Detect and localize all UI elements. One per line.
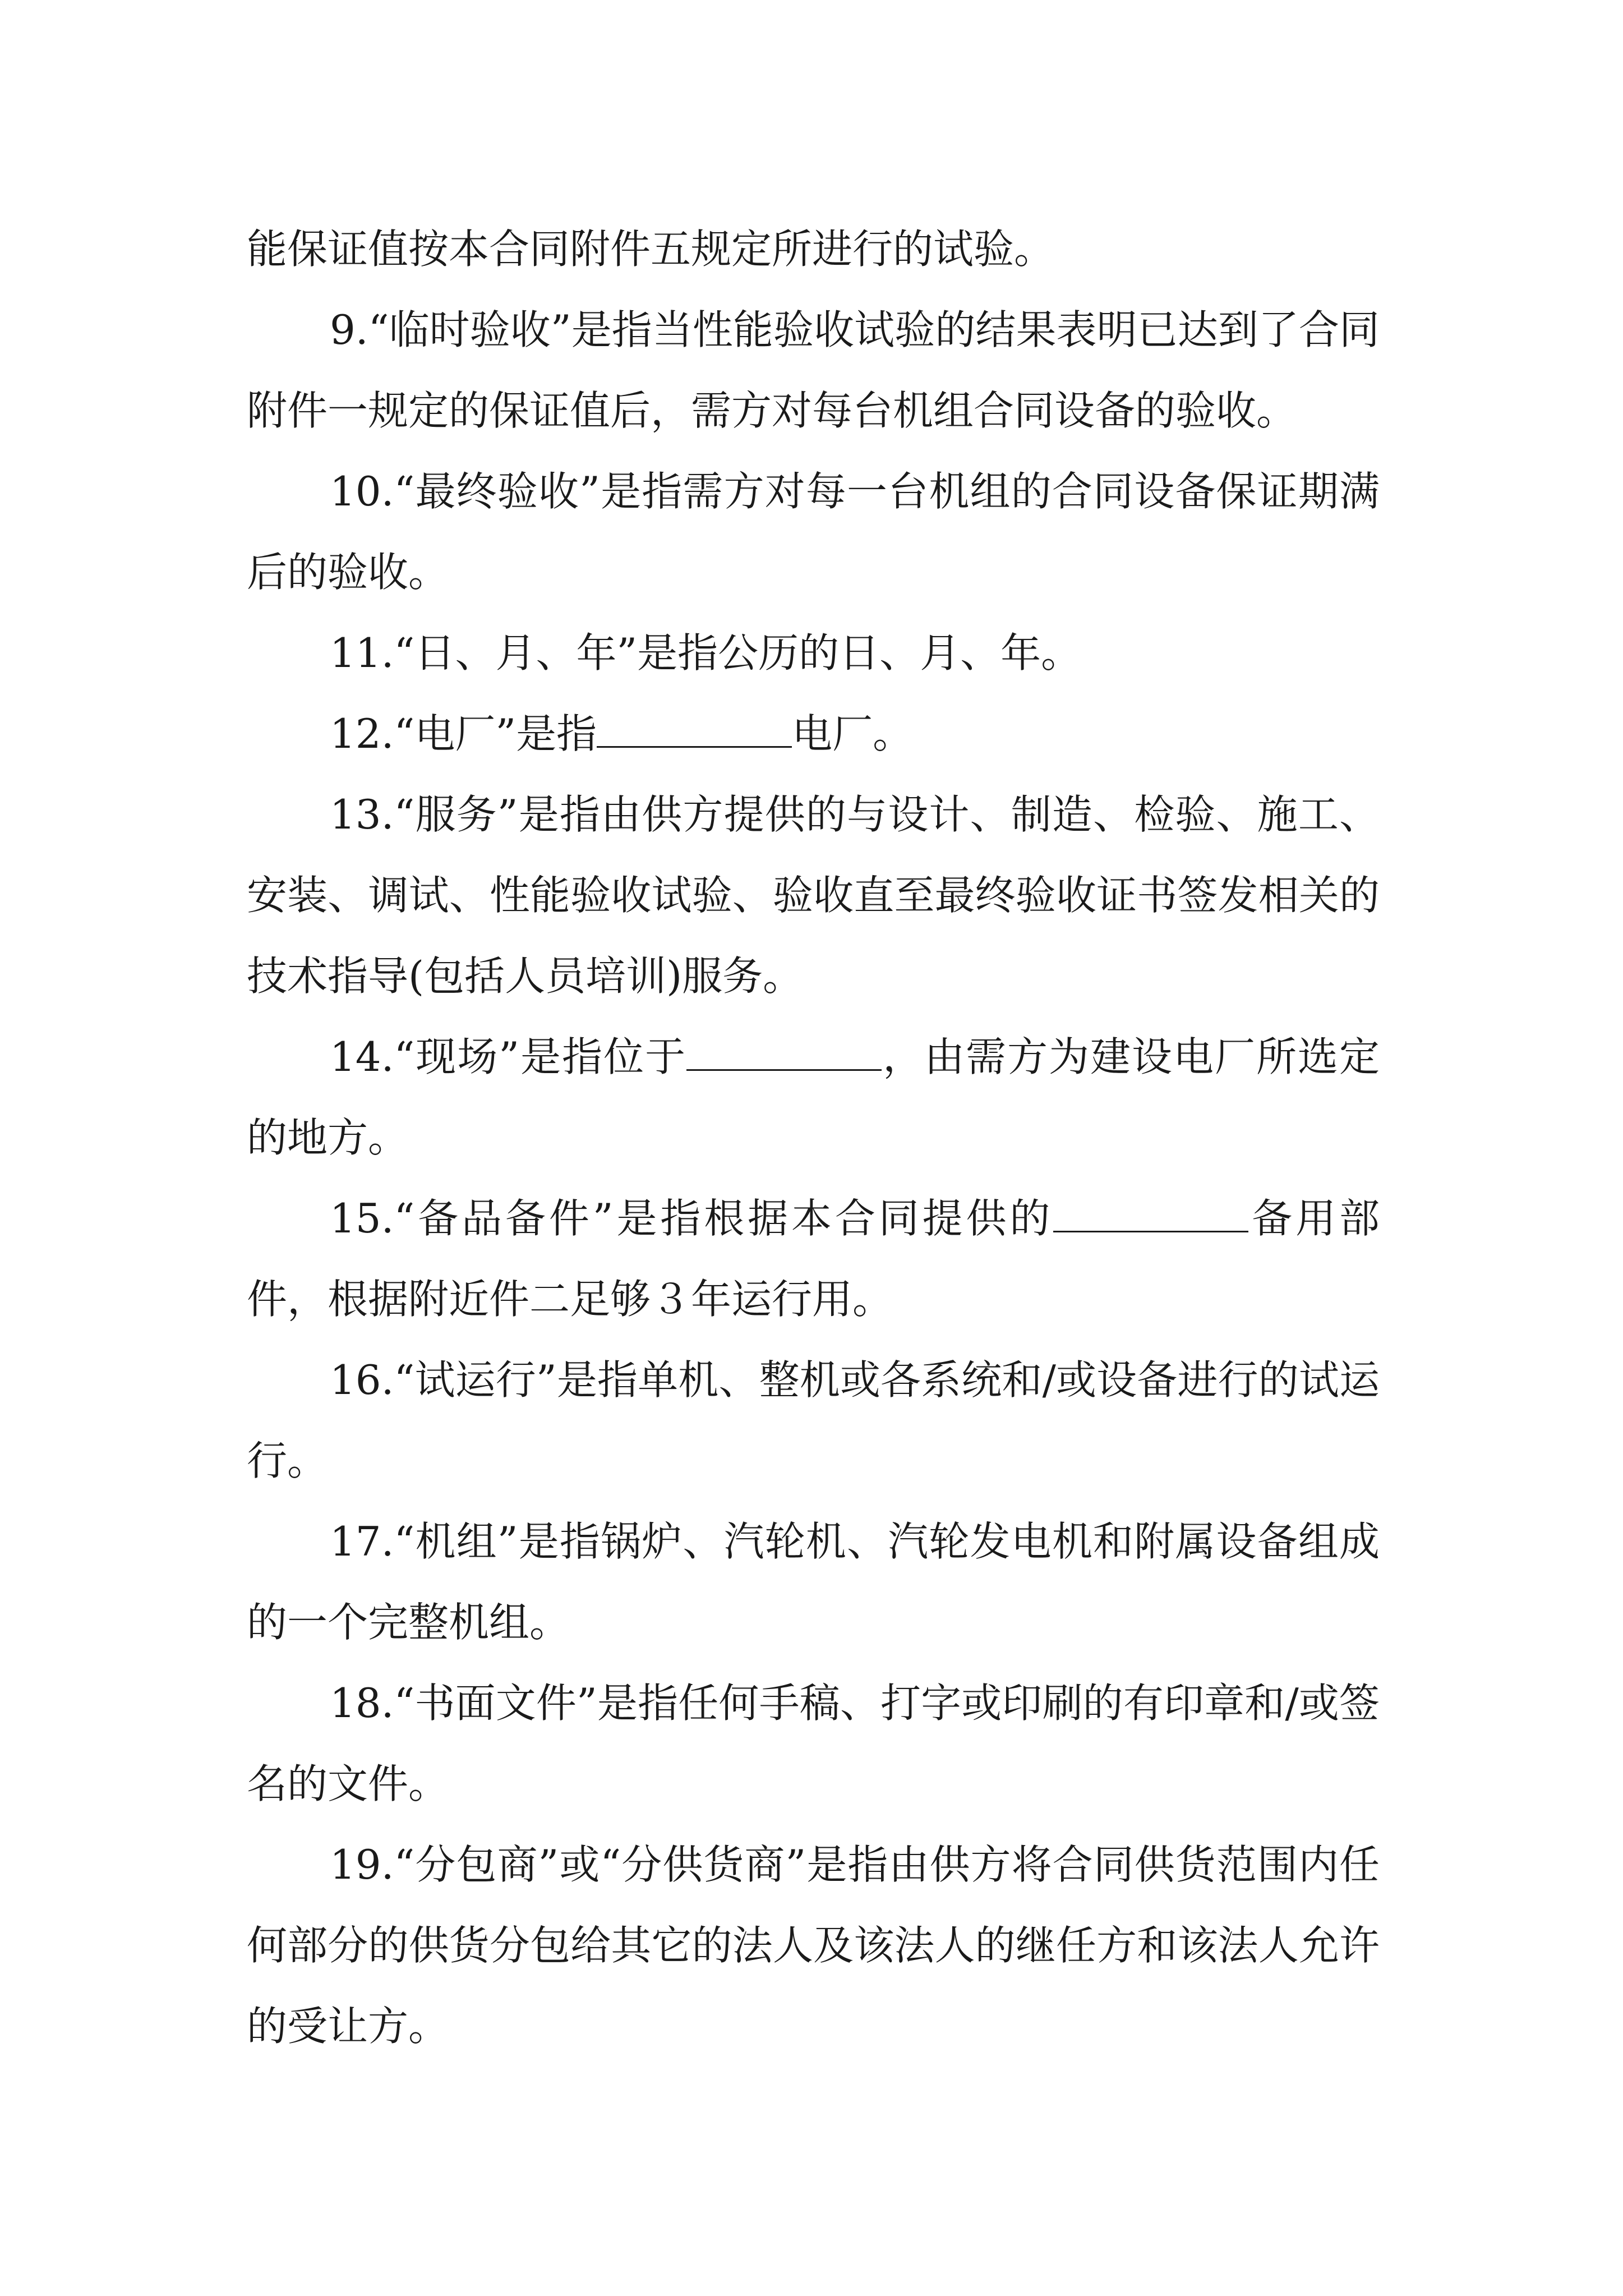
paragraph-15-text-before: 15.“备品备件”是指根据本合同提供的	[330, 1195, 1054, 1242]
paragraph-16-trial-operation: 16.“试运行”是指单机、整机或各系统和/或设备进行的试运行。	[247, 1356, 1380, 1484]
paragraph-15-text-after: 备用部件，根据附近件二足够３年运行用。	[247, 1195, 1380, 1323]
paragraph-9-provisional-acceptance: 9.“临时验收”是指当性能验收试验的结果表明已达到了合同附件一规定的保证值后，需方对每台机组合同设备的验收。	[247, 306, 1380, 434]
blank-underline-spare-parts	[1053, 1197, 1248, 1232]
paragraph-17-unit: 17.“机组”是指锅炉、汽轮机、汽轮发电机和附属设备组成的一个完整机组。	[247, 1518, 1380, 1646]
paragraph-continuation: 能保证值按本合同附件五规定所进行的试验。	[247, 226, 1055, 273]
paragraph-12-power-plant	[247, 693, 1380, 774]
blank-underline-site-location	[686, 1036, 882, 1071]
blank-underline-plant-name	[597, 712, 792, 748]
paragraph-12-text-after: 电厂。	[792, 710, 914, 757]
document-body	[247, 209, 1380, 2067]
paragraph-15-spare-parts	[247, 1178, 1380, 1340]
paragraph-11-day-month-year: 11.“日、月、年”是指公历的日、月、年。	[330, 629, 1082, 677]
paragraph-10-final-acceptance: 10.“最终验收”是指需方对每一台机组的合同设备保证期满后的验收。	[247, 468, 1380, 596]
paragraph-14-site	[247, 1016, 1380, 1178]
paragraph-13-services: 13.“服务”是指由供方提供的与设计、制造、检验、施工、安装、调试、性能验收试验、验收直至最终验收证书签发相关的技术指导(包括人员培训)服务。	[247, 791, 1380, 1000]
paragraph-14-text-after: ，由需方为建设电厂所选定的地方。	[247, 1033, 1380, 1161]
paragraph-18-written-documents: 18.“书面文件”是指任何手稿、打字或印刷的有印章和/或签名的文件。	[247, 1680, 1380, 1807]
paragraph-12-text-before: 12.“电厂”是指	[330, 710, 597, 757]
paragraph-14-text-before: 14.“现场”是指位于	[330, 1033, 687, 1080]
paragraph-19-subcontractor: 19.“分包商”或“分供货商”是指由供方将合同供货范围内任何部分的供货分包给其它的法人及该法人的继任方和该法人允许的受让方。	[247, 1841, 1380, 2050]
